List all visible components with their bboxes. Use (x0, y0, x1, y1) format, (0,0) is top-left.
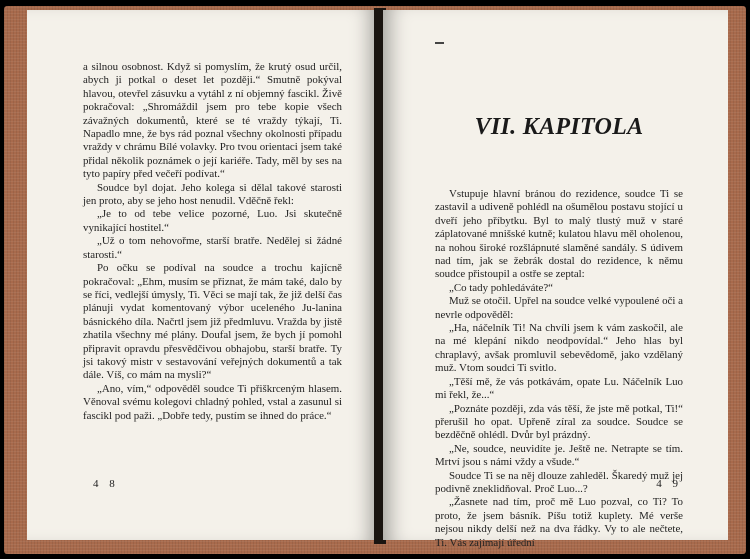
paragraph: Soudce Ti se na něj dlouze zahleděl. Škaredý muž jej podivně zneklidňoval. Proč Luo...? (435, 469, 683, 495)
paragraph: „Poznáte později, zda vás těší, že jste mě potkal, Ti!“ přerušil ho opat. Upřeně zíral za soudce. Soudce se bezděčně ohlédl. Dvůr byl prázdný. (435, 402, 683, 442)
paragraph: „Ha, náčelník Ti! Na chvíli jsem k vám zaskočil, ale na mé klepání nikdo neodpovídal.“ Jeho hlas byl chraplavý, avšak promluvil sebevědomě, jako vzdělaný muž. Vtom soudci Ti svitlo. (435, 322, 683, 375)
paragraph: a silnou osobnost. Když si pomyslím, že krutý osud určil, abych ji potkal o deset let později.“ Smutně pokýval hlavou, otevřel zásuvku a vytáhl z ní objemný fascikl. Živě pokračoval: „Shromáždil jsem pro tebe kopie všech závažných dokumentů, které se té vraždy týkají, Ti. Napadlo mne, že bys rád poznal všechny okolnosti případu vraždy v chrámu Bílé volavky. Pro tvou orientaci jsem také přidal několik poznámek o její kariéře. Tady, měl by ses na tyto papíry před večeří podívat.“ (83, 61, 342, 181)
paragraph: Vstupuje hlavní bránou do rezidence, soudce Ti se zastavil a udiveně pohlédl na ošumělou postavu stojící u dveří jeho příbytku. Byl to malý tlustý muž v staré záplatované mnišské kutně; kulatou hlavu měl oholenou, na nohou široké rozšlápnuté slaměné sandály. S údivem nad tím, jak se žebrák dostal do rezidence, k němu soudce přistoupil a ostře se zeptal: (435, 188, 683, 281)
chapter-title: VII. KAPITOLA (474, 114, 644, 140)
left-page-text (83, 61, 342, 423)
paragraph: Soudce byl dojat. Jeho kolega si dělal takové starosti jen proto, aby se jeho host nenudil. Vděčně řekl: (83, 181, 342, 208)
paragraph: „Žasnete nad tím, proč mě Luo pozval, co Ti? To proto, že jsem básník. Píšu totiž kuplety. Mé verše nejsou nikdy delší než na dva řádky. Vy to ale nečtete, Ti. Vás zajímají úřední (435, 496, 683, 549)
right-page (383, 10, 728, 549)
right-page-text (435, 188, 683, 550)
paragraph: „Je to od tebe velice pozorné, Luo. Jsi skutečně vynikající hostitel.“ (83, 208, 342, 234)
paragraph: Muž se otočil. Upřel na soudce velké vypoulené oči a nevrle odpověděl: (435, 295, 683, 321)
dash-mark (435, 42, 444, 44)
page-number: 4 9 (656, 478, 682, 490)
paragraph: „Už o tom nehovořme, starší bratře. Nedělej si žádné starosti.“ (83, 235, 342, 261)
paragraph: „Ano, vím,“ odpověděl soudce Ti přiškrceným hlasem. Věnoval svému kolegovi chladný pohled, vstal a zasunul si fascikl pod paži. „Dobře tedy, pustím se ihned do práce.“ (83, 382, 342, 422)
page-number: 4 8 (93, 478, 119, 490)
left-page (27, 10, 377, 540)
paragraph: „Těší mě, že vás potkávám, opate Lu. Náčelník Luo mi řekl, že...“ (435, 375, 683, 402)
paragraph: „Co tady pohledáváte?“ (449, 281, 554, 294)
paragraph: „Ne, soudce, neuvidíte je. Ještě ne. Netrapte se tím. Mrtví jsou s námi vždy a všude.“ (435, 442, 683, 469)
paragraph: Po očku se podíval na soudce a trochu kajícně pokračoval: „Ehm, musím se přiznat, že mám také, dalo by se říci, vedlejší úmysly, Ti. Věci se mají tak, že již delší čas plánuji vydat komentovaný výbor uceleného Ju-lanina básnického díla. Načrtl jsem již předmluvu. Vražda by jistě zhatila všechny mé plány. Doufal jsem, že bych jí pomohl připravit opravdu přesvědčivou obhajobu, starší bratře. Ty jsi takový mistr v sestavování veřejných dokumentů a tak dále. Víš, co mám na mysli?“ (83, 262, 342, 382)
